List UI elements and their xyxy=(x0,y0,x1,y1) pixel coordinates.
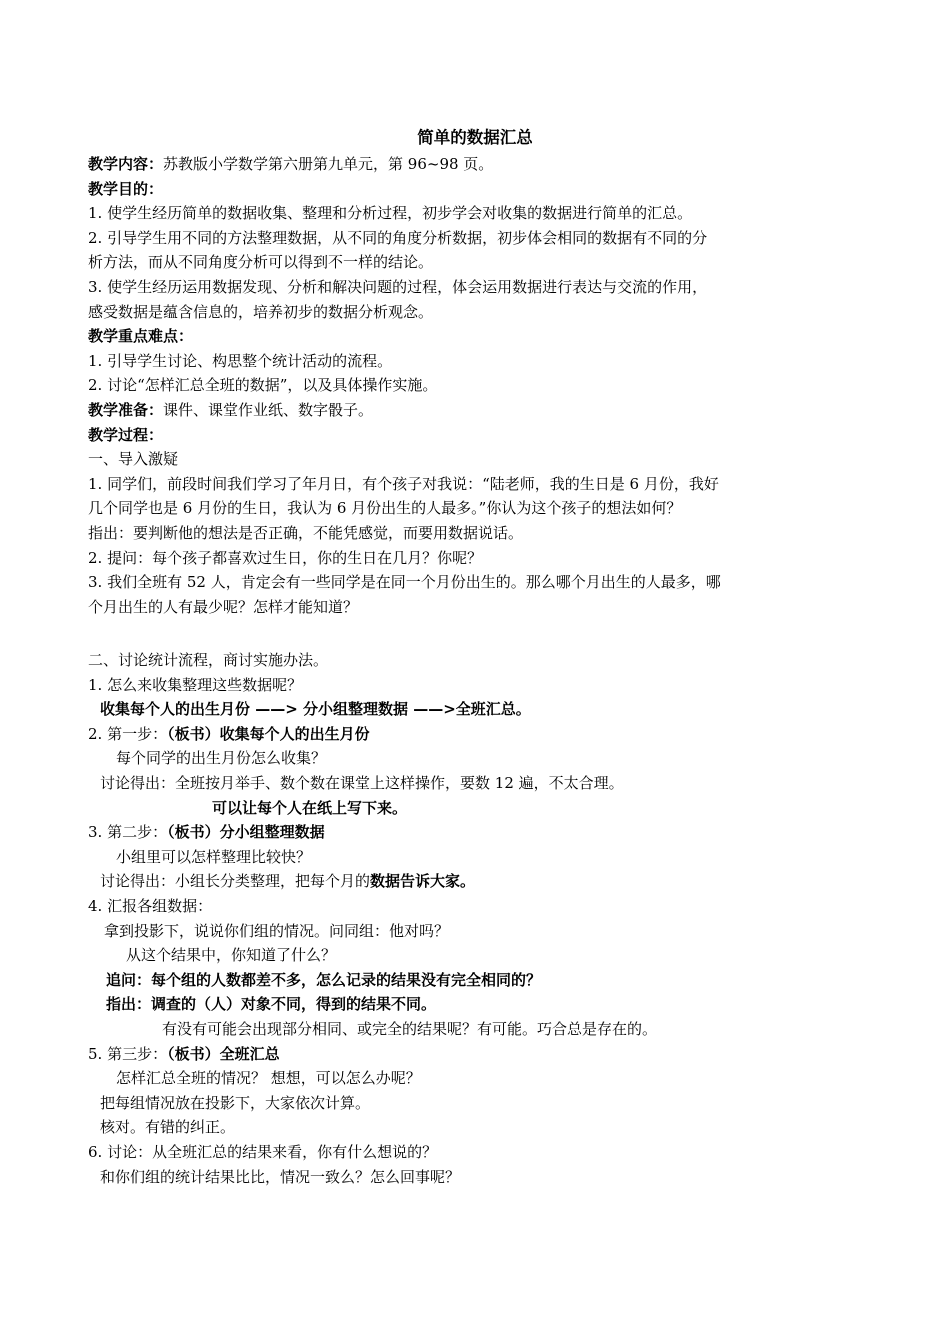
process-heading: 教学过程： xyxy=(88,425,164,444)
keypoints-heading: 教学重点难点： xyxy=(88,327,194,346)
objective-line: 1. 使学生经历简单的数据收集、整理和分析过程，初步学会对收集的数据进行简单的汇总。 xyxy=(88,204,693,223)
step1-discussion: 讨论得出：全班按月举手、数个数在课堂上这样操作，要数 12 遍，不太合理。 xyxy=(100,774,624,792)
step2-prefix: 3. 第二步： xyxy=(88,823,168,842)
step2-discussion-text: 讨论得出：小组长分类整理，把每个月的 xyxy=(100,872,371,891)
report-line: 有没有可能会出现部分相同、或完全的结果呢？有可能。巧合总是存在的。 xyxy=(162,1020,658,1038)
step1-question: 每个同学的出生月份怎么收集？ xyxy=(116,749,327,768)
section2-title: 二、讨论统计流程，商讨实施办法。 xyxy=(88,651,329,669)
keypoint-line: 1. 引导学生讨论、构思整个统计活动的流程。 xyxy=(88,351,393,370)
step3-question: 怎样汇总全班的情况？ 想想，可以怎么办呢？ xyxy=(116,1069,421,1088)
section1-line: 2. 提问：每个孩子都喜欢过生日，你的生日在几月？你呢？ xyxy=(88,548,483,567)
report-point: 指出：调查的（人）对象不同，得到的结果不同。 xyxy=(106,995,437,1014)
keypoint-line: 2. 讨论“怎样汇总全班的数据”，以及具体操作实施。 xyxy=(88,376,438,395)
objective-line: 3. 使学生经历运用数据发现、分析和解决问题的过程，体会运用数据进行表达与交流的作用， xyxy=(88,278,708,296)
step3-line-a: 把每组情况放在投影下，大家依次计算。 xyxy=(100,1093,371,1112)
step2-question: 小组里可以怎样整理比较快？ xyxy=(116,847,312,866)
step1-board: （板书）收集每个人的出生月份 xyxy=(167,724,370,743)
prep-text: 课件、课堂作业纸、数字骰子。 xyxy=(163,401,374,419)
section1-line: 1. 同学们，前段时间我们学习了年月日，有个孩子对我说：“陆老师，我的生日是 6 月份，我好 xyxy=(88,474,719,493)
step2-board: （板书）分小组整理数据 xyxy=(167,823,325,842)
report-title: 4. 汇报各组数据： xyxy=(88,897,213,915)
objective-line: 析方法，而从不同角度分析可以得到不一样的结论。 xyxy=(88,253,434,272)
prep-line xyxy=(88,398,868,423)
step2-discussion xyxy=(100,869,880,894)
content-line xyxy=(88,152,868,177)
objective-line: 感受数据是蕴含信息的，培养初步的数据分析观念。 xyxy=(88,302,434,321)
report-line: 从这个结果中，你知道了什么？ xyxy=(126,946,337,965)
section1-line: 3. 我们全班有 52 人，肯定会有一些同学是在同一个月份出生的。那么哪个月出生的人最多，哪 xyxy=(88,573,721,592)
document-title: 简单的数据汇总 xyxy=(417,128,533,147)
step1-answer: 可以让每个人在纸上写下来。 xyxy=(212,798,408,817)
section1-title: 一、导入激疑 xyxy=(88,450,179,469)
section1-line: 几个同学也是 6 月份的生日，我认为 6 月份出生的人最多。”你认为这个孩子的想法如何？ xyxy=(88,499,682,518)
step3-board: （板书）全班汇总 xyxy=(167,1044,280,1063)
report-followup: 追问：每个组的人数都差不多，怎么记录的结果没有完全相同的？ xyxy=(106,970,542,989)
step1-prefix: 2. 第一步： xyxy=(88,724,168,743)
section1-line: 个月出生的人有最少呢？怎样才能知道？ xyxy=(88,597,359,616)
step3-line-b: 核对。有错的纠正。 xyxy=(100,1118,236,1137)
step1-line xyxy=(88,722,868,747)
discussion-title: 6. 讨论：从全班汇总的结果来看，你有什么想说的？ xyxy=(88,1143,438,1161)
section1-line: 指出：要判断他的想法是否正确，不能凭感觉，而要用数据说话。 xyxy=(88,524,524,542)
step3-prefix: 5. 第三步： xyxy=(88,1044,168,1063)
report-line: 拿到投影下，说说你们组的情况。问同组：他对吗？ xyxy=(104,921,450,940)
step2-discussion-bold: 数据告诉大家。 xyxy=(370,872,476,891)
step2-line xyxy=(88,820,868,845)
content-text: 苏教版小学数学第六册第九单元，第 96~98 页。 xyxy=(163,155,494,173)
step3-line xyxy=(88,1042,868,1067)
objectives-heading: 教学目的： xyxy=(88,179,164,198)
prep-label: 教学准备： xyxy=(88,401,164,419)
content-label: 教学内容： xyxy=(88,155,164,173)
section2-question: 1. 怎么来收集整理这些数据呢？ xyxy=(88,675,303,694)
discussion-question: 和你们组的统计结果比比，情况一致么？怎么回事呢？ xyxy=(100,1167,461,1186)
objective-line: 2. 引导学生用不同的方法整理数据，从不同的角度分析数据，初步体会相同的数据有不同的分 xyxy=(88,228,708,247)
flow-summary: 收集每个人的出生月份 ——> 分小组整理数据 ——>全班汇总。 xyxy=(100,700,531,719)
